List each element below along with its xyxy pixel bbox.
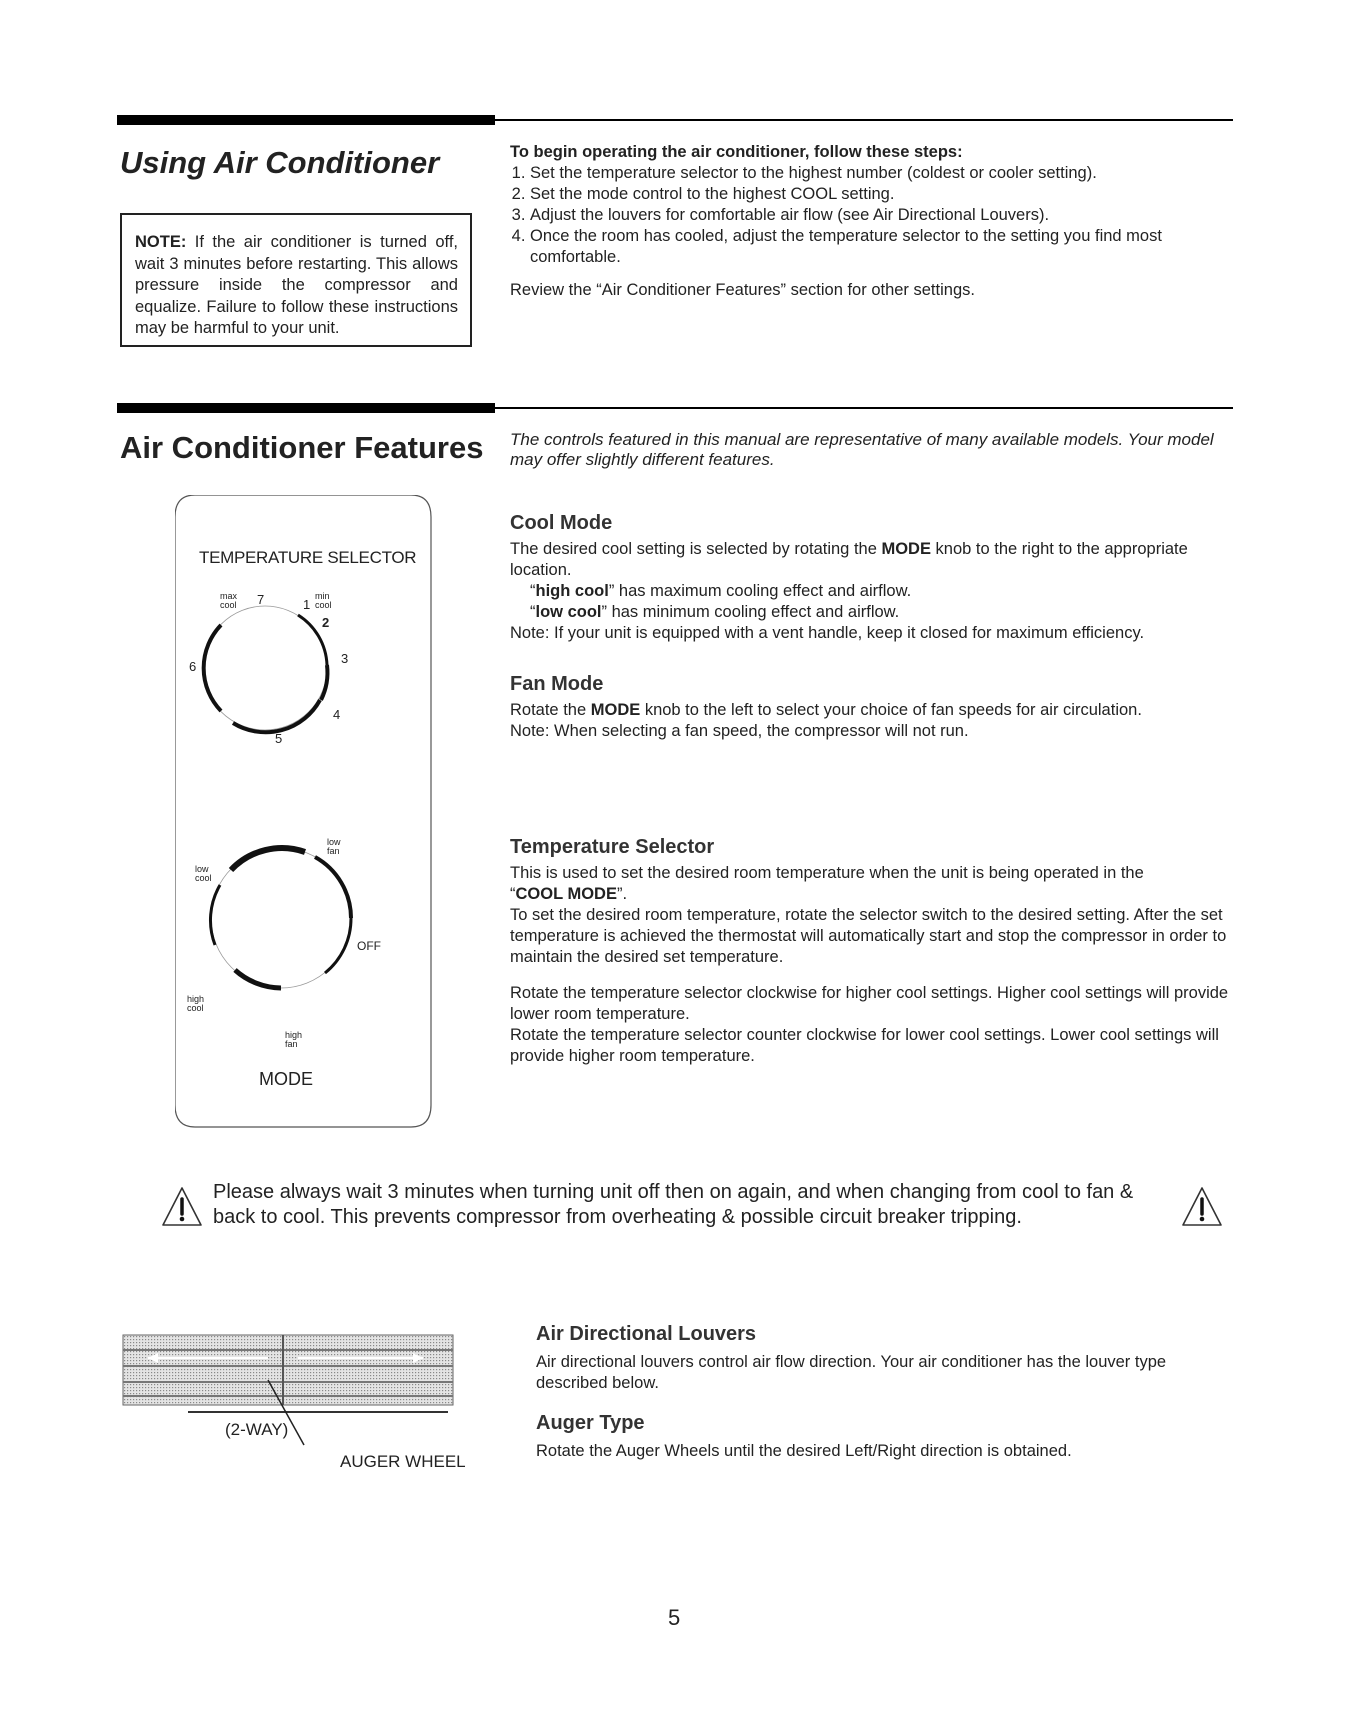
louver-illustration <box>118 1330 458 1460</box>
fan-mode-text-c: knob to the left to select your choice of fan speeds for air circulation. <box>640 701 1142 719</box>
temperature-selector-section <box>510 836 1245 1067</box>
mode-high-fan-text-1: high <box>285 1030 303 1040</box>
note-label: NOTE: <box>135 233 187 251</box>
temperature-dial[interactable] <box>175 575 435 835</box>
temp-p1-cool-mode: COOL MODE <box>515 885 617 903</box>
step-item: 4. Once the room has cooled, adjust the temperature selector to the setting you find most comfortable. <box>530 226 1230 268</box>
temp-number-3: 3 <box>341 651 349 666</box>
temp-number-4: 4 <box>333 707 341 722</box>
temp-min-label <box>315 592 332 610</box>
warning-icon <box>160 1185 204 1229</box>
mode-low-fan-text-2: fan <box>327 846 340 856</box>
review-text: Review the “Air Conditioner Features” section for other settings. <box>510 281 975 299</box>
fan-mode-text-a: Rotate the <box>510 701 591 719</box>
mode-low-fan-label <box>327 838 341 856</box>
low-cool-label: low cool <box>535 603 602 621</box>
section-rule-thick <box>117 115 495 125</box>
temp-max-label <box>220 592 237 610</box>
mode-low-fan-text-1: low <box>327 837 341 847</box>
section-title-using: Using Air Conditioner <box>120 145 440 180</box>
section-rule-thick <box>117 403 495 413</box>
temperature-selector-title: TEMPERATURE SELECTOR <box>199 548 417 567</box>
warning-text: Please always wait 3 minutes when turning unit off then on again, and when changing from cool to fan & back to cool. This prevents compressor from overheating & possible circuit breaker tripping. <box>213 1181 1134 1228</box>
mode-high-cool-label <box>187 995 204 1013</box>
temp-selector-p3: Rotate the temperature selector clockwise for higher cool settings. Higher cool settings will provide lower room temperature. <box>510 984 1229 1023</box>
temp-min-text: min <box>315 591 330 601</box>
cool-mode-title: Cool Mode <box>510 512 613 534</box>
mode-high-fan-label <box>285 1031 302 1049</box>
step-item: 3. Adjust the louvers for comfortable air flow (see Air Directional Louvers). <box>530 205 1230 226</box>
section-title-features: Air Conditioner Features <box>120 430 484 465</box>
temp-p1-a: This is used to set the desired room temperature when the unit is being operated in the “ <box>510 864 1144 903</box>
fan-mode-text-mode: MODE <box>590 701 641 719</box>
quote-open: “ <box>530 582 536 600</box>
temp-selector-p1 <box>510 863 1150 905</box>
step-item: 1. Set the temperature selector to the highest number (coldest or cooler setting). <box>530 163 1230 184</box>
cool-mode-low <box>510 602 1230 623</box>
temp-number-6: 6 <box>189 659 197 674</box>
louver-2way-label: (2-WAY) <box>225 1420 289 1439</box>
temp-number-7: 7 <box>257 592 265 607</box>
louver-auger-wheel-label: AUGER WHEEL <box>340 1452 466 1471</box>
fan-mode-section <box>510 673 1230 742</box>
mode-high-cool-text-1: high <box>187 994 205 1004</box>
cool-mode-high <box>510 581 1230 602</box>
temp-selector-p4: Rotate the temperature selector counter clockwise for lower cool settings. Lower cool settings will provide higher room temperature. <box>510 1026 1219 1065</box>
section-rule-thin <box>495 407 1233 409</box>
features-intro: The controls featured in this manual are representative of many available models. Your model may offer slightly different features. <box>510 430 1214 469</box>
high-cool-label: high cool <box>535 582 609 600</box>
louvers-text: Air directional louvers control air flow direction. Your air conditioner has the louver type described below. <box>536 1353 1167 1392</box>
mode-low-cool-label <box>195 865 212 883</box>
temp-max-text: max <box>220 591 238 601</box>
mode-dial[interactable] <box>175 805 435 1065</box>
louvers-section <box>536 1323 1236 1462</box>
control-panel <box>175 495 435 1135</box>
cool-mode-section <box>510 512 1230 644</box>
auger-type-text: Rotate the Auger Wheels until the desired Left/Right direction is obtained. <box>536 1442 1072 1460</box>
temp-number-1: 1 <box>303 597 311 612</box>
note-text: If the air conditioner is turned off, wait 3 minutes before restarting. This allows pressure inside the compressor and equalize. Failure to follow these instructions may be harmful to your unit. <box>135 233 458 337</box>
mode-high-fan-text-2: fan <box>285 1039 298 1049</box>
fan-mode-note: Note: When selecting a fan speed, the compressor will not run. <box>510 722 969 740</box>
temp-p1-c: ”. <box>616 885 628 903</box>
louvers-title: Air Directional Louvers <box>536 1323 757 1345</box>
mode-title: MODE <box>259 1069 313 1089</box>
mode-off-label: OFF <box>357 939 381 953</box>
temp-selector-p2: To set the desired room temperature, rotate the selector switch to the desired setting. After the set temperature is achieved the thermostat will automatically start and stop the compressor in order to maintain the desired set temperature. <box>510 906 1227 966</box>
step-item: 2. Set the mode control to the highest COOL setting. <box>530 184 1230 205</box>
temp-number-2: 2 <box>322 615 330 630</box>
cool-mode-text-a: The desired cool setting is selected by rotating the <box>510 540 882 558</box>
cool-mode-text <box>510 539 1230 581</box>
page-number: 5 <box>668 1605 681 1630</box>
fan-mode-text <box>510 700 1230 721</box>
steps-intro: To begin operating the air conditioner, follow these steps: <box>510 143 963 161</box>
temp-min-cool-text: cool <box>315 600 332 610</box>
low-cool-text: ” has minimum cooling effect and airflow. <box>601 603 900 621</box>
quote-open: “ <box>530 603 536 621</box>
temp-number-5: 5 <box>275 731 283 746</box>
temp-max-cool-text: cool <box>220 600 237 610</box>
cool-mode-text-c: knob to the right to the appropriate location. <box>510 540 1188 579</box>
fan-mode-title: Fan Mode <box>510 673 604 695</box>
mode-low-cool-text-1: low <box>195 864 209 874</box>
mode-low-cool-text-2: cool <box>195 873 212 883</box>
steps-block <box>510 142 1230 301</box>
auger-type-title: Auger Type <box>536 1412 645 1434</box>
high-cool-text: ” has maximum cooling effect and airflow. <box>608 582 912 600</box>
section-rule-thin <box>495 119 1233 121</box>
mode-high-cool-text-2: cool <box>187 1003 204 1013</box>
note-box <box>120 213 472 347</box>
cool-mode-note: Note: If your unit is equipped with a vent handle, keep it closed for maximum efficiency. <box>510 624 1145 642</box>
warning-icon <box>1180 1185 1224 1229</box>
temperature-selector-heading: Temperature Selector <box>510 836 715 858</box>
cool-mode-text-mode: MODE <box>881 540 931 558</box>
steps-list <box>510 163 1230 268</box>
